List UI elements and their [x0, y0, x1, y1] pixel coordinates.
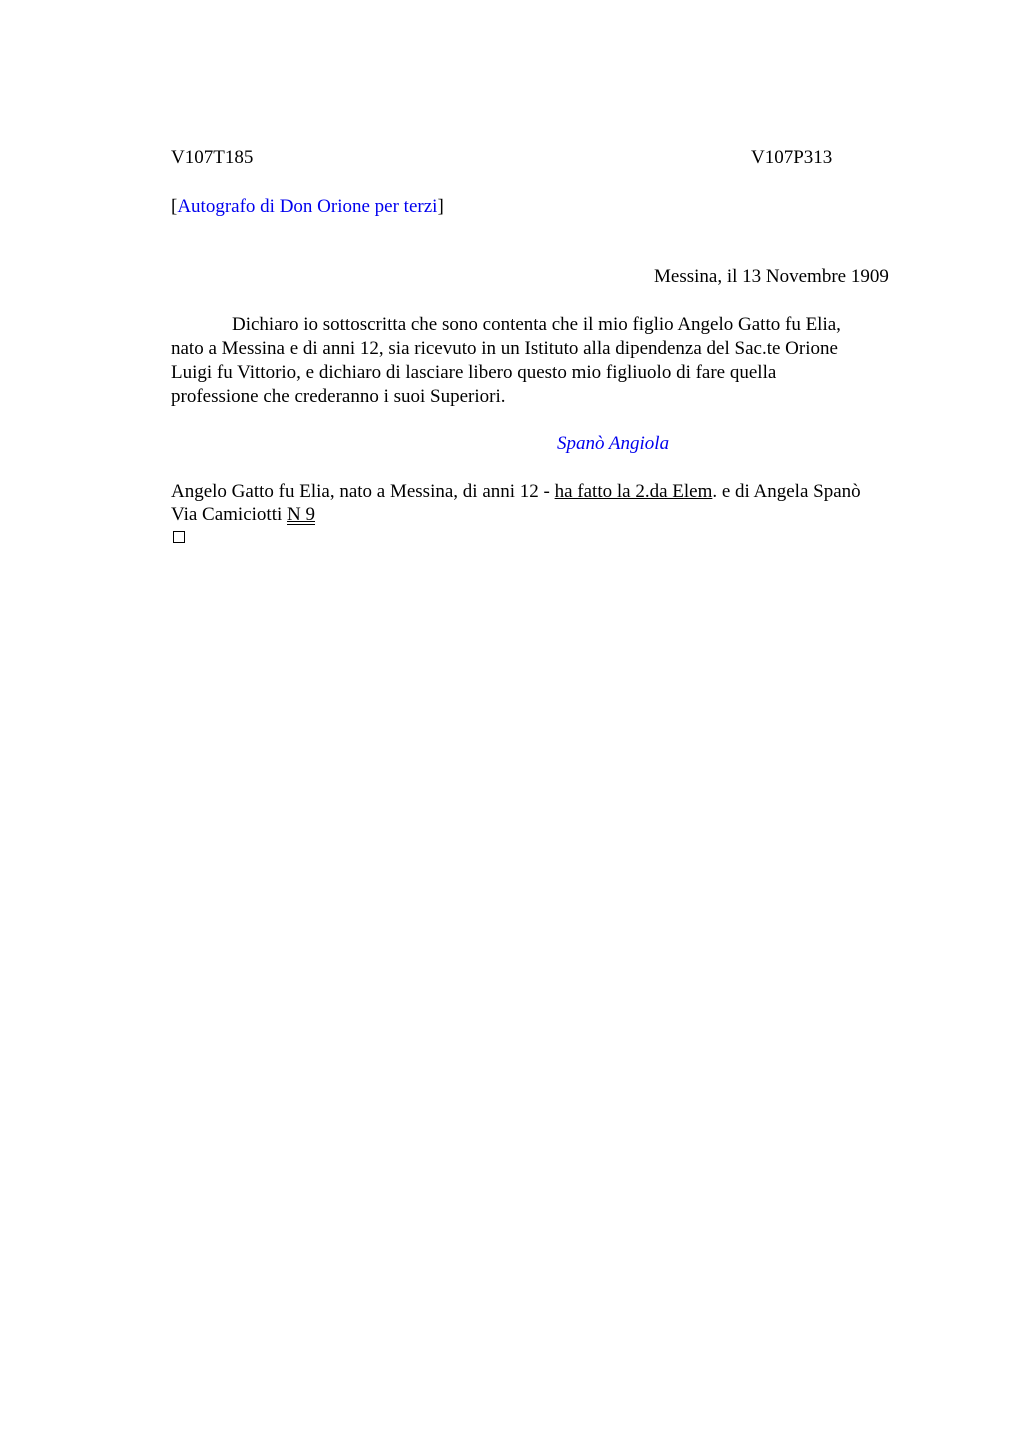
- empty-square-icon: [173, 531, 185, 543]
- footnote-number: N 9: [287, 504, 315, 525]
- note-open-bracket: [: [171, 196, 178, 217]
- right-code: V107P313: [751, 147, 833, 168]
- note-text: Autografo di Don Orione per terzi: [177, 196, 438, 217]
- note-close-bracket: ]: [437, 196, 444, 217]
- declaration-paragraph: [171, 313, 931, 409]
- footnote-underlined: ha fatto la 2.da Elem: [554, 481, 713, 502]
- date-line: Messina, il 13 Novembre 1909: [654, 266, 889, 287]
- signature: Spanò Angiola: [557, 433, 670, 454]
- footnote-text: . e di Angela Spanò: [712, 481, 861, 502]
- paragraph-line: nato a Messina e di anni 12, sia ricevuto in un Istituto alla dipendenza del Sac.te Orione: [171, 338, 838, 359]
- editorial-note: [171, 195, 444, 219]
- footnote-line-1: [171, 480, 861, 504]
- paragraph-line: professione che crederanno i suoi Superiori.: [171, 386, 506, 407]
- footnote-address: Via Camiciotti: [171, 504, 288, 525]
- left-code: V107T185: [171, 147, 254, 168]
- paragraph-line: Dichiaro io sottoscritta che sono contenta che il mio figlio Angelo Gatto fu Elia,: [232, 314, 841, 335]
- paragraph-line: Luigi fu Vittorio, e dichiaro di lasciare libero questo mio figliuolo di fare quella: [171, 362, 777, 383]
- footnote-text: Angelo Gatto fu Elia, nato a Messina, di anni 12 -: [171, 481, 555, 502]
- footnote-line-2: [171, 503, 315, 527]
